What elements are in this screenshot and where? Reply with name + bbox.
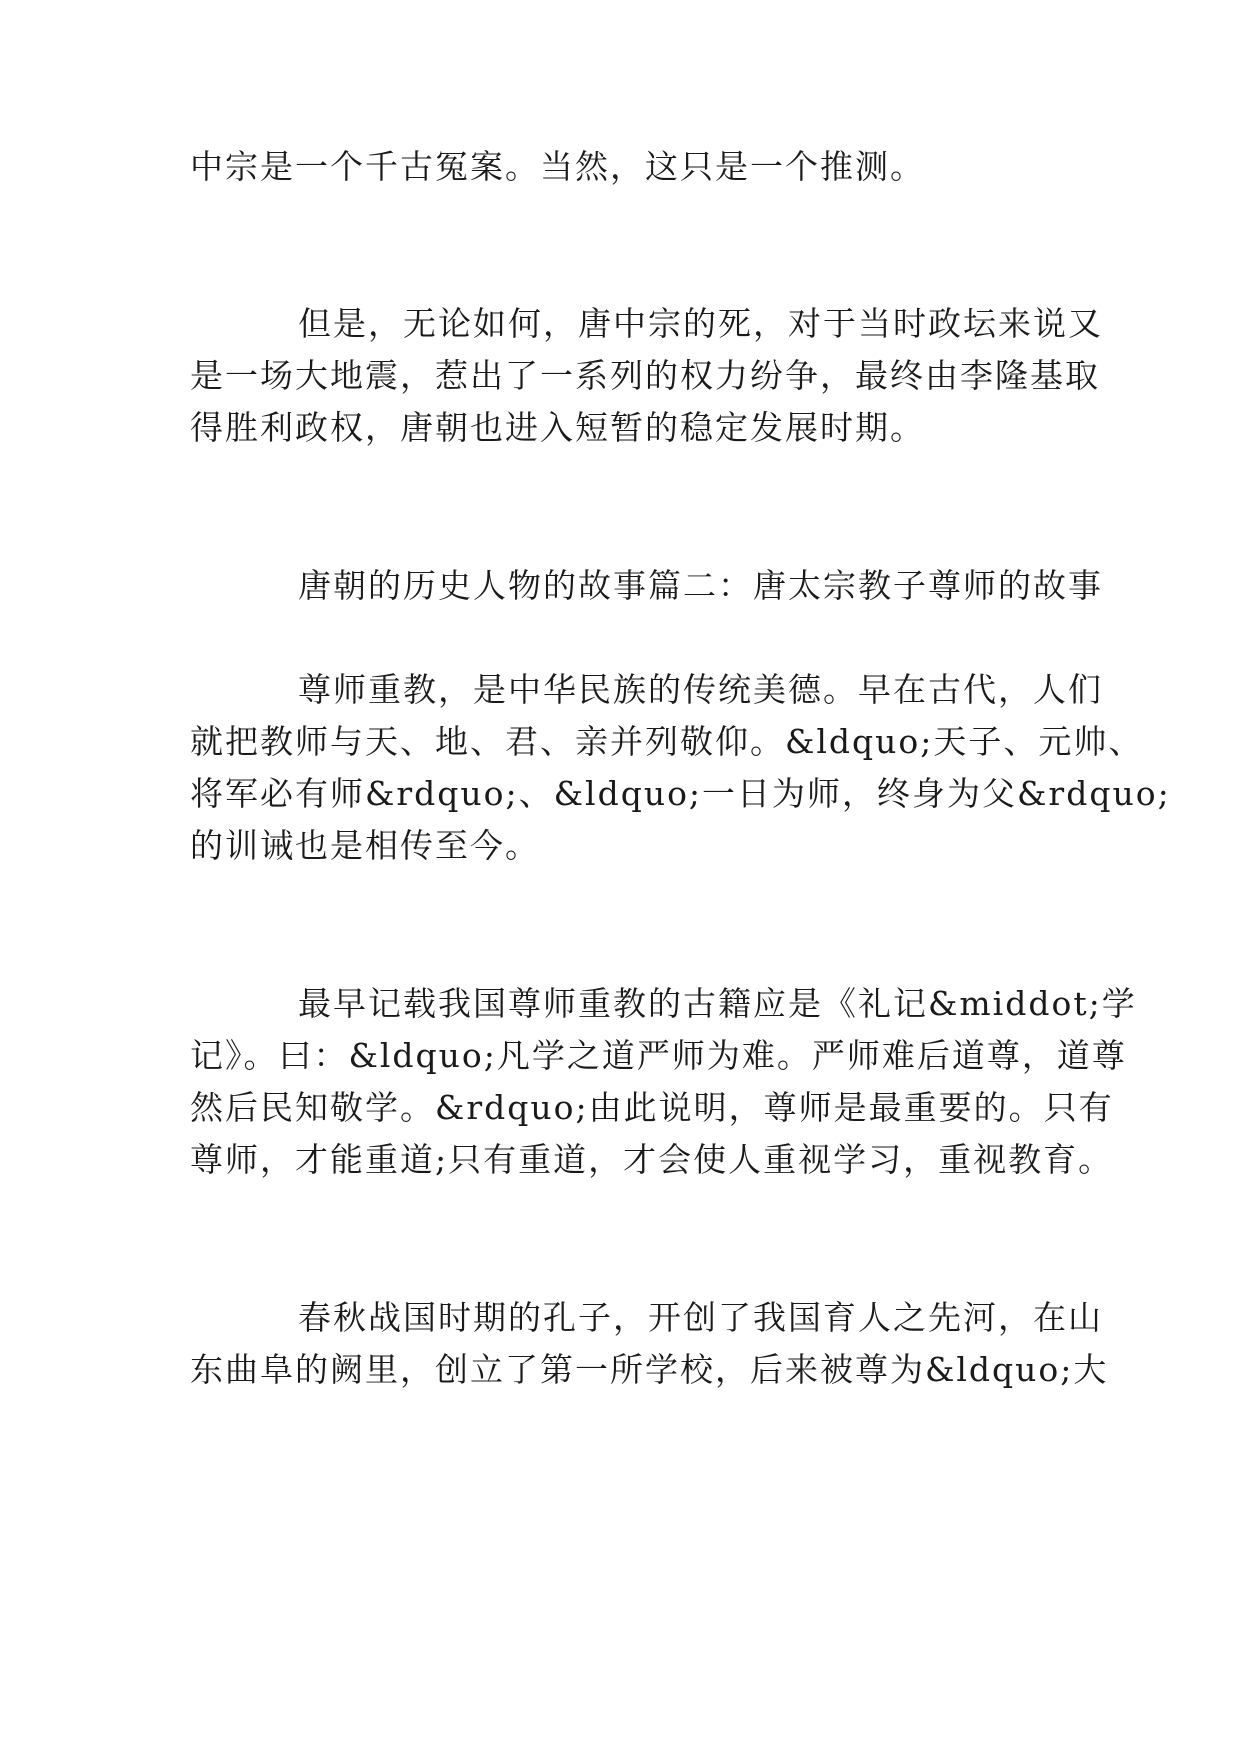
paragraph-5-line-3: 然后民知敬学。&rdquo;由此说明，尊师是最重要的。只有 — [190, 1088, 1114, 1127]
paragraph-2-line-1: 但是，无论如何，唐中宗的死，对于当时政坛来说又 — [298, 304, 1103, 343]
paragraph-4-line-2: 就把教师与天、地、君、亲并列敬仰。&ldquo;天子、元帅、 — [190, 722, 1144, 761]
paragraph-6-line-2: 东曲阜的阙里，创立了第一所学校，后来被尊为&ldquo;大 — [190, 1350, 1109, 1389]
paragraph-5-line-2: 记》。曰：&ldquo;凡学之道严师为难。严师难后道尊，道尊 — [190, 1036, 1127, 1075]
paragraph-2-line-3: 得胜利政权，唐朝也进入短暂的稳定发展时期。 — [190, 408, 925, 447]
paragraph-4-line-1: 尊师重教，是中华民族的传统美德。早在古代，人们 — [298, 670, 1103, 709]
paragraph-2-line-2: 是一场大地震，惹出了一系列的权力纷争，最终由李隆基取 — [190, 356, 1100, 395]
paragraph-4-line-4: 的训诫也是相传至今。 — [190, 826, 540, 865]
paragraph-5-line-1: 最早记载我国尊师重教的古籍应是《礼记&middot;学 — [298, 984, 1137, 1023]
paragraph-1-line-1: 中宗是一个千古冤案。当然，这只是一个推测。 — [190, 147, 925, 186]
section-heading: 唐朝的历史人物的故事篇二：唐太宗教子尊师的故事 — [298, 566, 1103, 605]
paragraph-4-line-3: 将军必有师&rdquo;、&ldquo;一日为师，终身为父&rdquo; — [190, 774, 1171, 813]
paragraph-6-line-1: 春秋战国时期的孔子，开创了我国育人之先河，在山 — [298, 1298, 1103, 1337]
paragraph-5-line-4: 尊师，才能重道;只有重道，才会使人重视学习，重视教育。 — [190, 1140, 1114, 1179]
